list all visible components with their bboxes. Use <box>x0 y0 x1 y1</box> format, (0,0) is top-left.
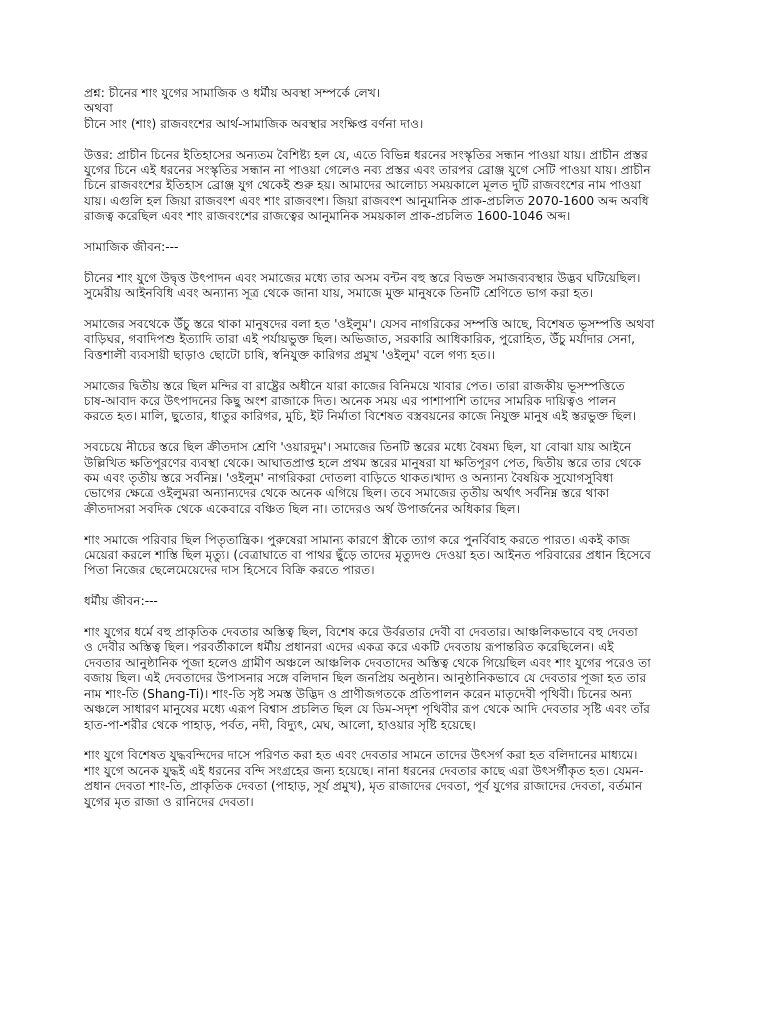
paragraph-line: সমাজের সবথেকে উঁচু স্তরে থাকা মানুষদের বলা হত 'ওইলুম'। যেসব নাগরিকের সম্পত্তি আছে, বিশেষত ভূসম্পত্তি অথবা <box>84 317 655 332</box>
paragraph-line: যুগের মৃত রাজা ও রানিদের দেবতা। <box>84 794 254 809</box>
question-or: অথবা <box>84 101 113 116</box>
religious-paragraph-2 <box>84 748 696 810</box>
answer-paragraph <box>84 148 696 225</box>
paragraph-line: বিত্তশালী ব্যবসায়ী ছাড়াও ছোটো চাষি, স্বনিযুক্ত কারিগর প্রমুখ 'ওইলুম' বলে গণ্য হত।। <box>84 347 496 362</box>
paragraph-line: চীনের শাং যুগে উদ্বৃত্ত উৎপাদন এবং সমাজের মধ্যে তার অসম বন্টন বহু স্তরে বিভক্ত সমাজব্যবস্থার উদ্ভব ঘটিয়েছিল। <box>84 270 641 285</box>
document-body <box>84 86 696 810</box>
paragraph-line: সুমেরীয় আইনবিধি এবং অন্যান্য সূত্র থেকে জানা যায়, সমাজে মুক্ত মানুষকে তিনটি শ্রেণিতে ভাগ করা হত। <box>84 286 594 301</box>
paragraph-line: শাং যুগে বিশেষত যুদ্ধবন্দিদের দাসে পরিণত করা হত এবং দেবতার সামনে তাদের উৎসর্গ করা হত বলিদানের মাধ্যমে। <box>84 748 638 763</box>
paragraph-line: করতে হত। মালি, ছুতোর, ধাতুর কারিগর, মুচি, ইট নির্মাতা বিশেষত বস্ত্রবয়নের কাজে নিযুক্ত মানুষ এই স্তরভুক্ত ছিল। <box>84 409 637 424</box>
religious-life-heading: ধর্মীয় জীবন:--- <box>84 594 158 609</box>
paragraph-line: পিতা নিজের ছেলেমেয়েদের দাস হিসেবে বিক্রি করতে পারত। <box>84 563 375 578</box>
social-paragraph-1 <box>84 271 696 302</box>
answer-line: যায়। এগুলি হল জিয়া রাজবংশ এবং শাং রাজবংশ। জিয়া রাজবংশ আনুমানিক প্রাক-প্রচলিত 2070-1600 অব্দ অবধি <box>84 193 649 208</box>
question-line: চীনে সাং (শাং) রাজবংশের আর্থ-সামাজিক অবস্থার সংক্ষিপ্ত বর্ণনা দাও। <box>84 116 424 131</box>
paragraph-line: শাং যুগে অনেক যুদ্ধই এই ধরনের বন্দি সংগ্রহের জন্য হয়েছে। নানা ধরনের দেবতার কাছে এরা উৎসর্গীকৃত হত। যেমন- <box>84 763 644 778</box>
paragraph-line: বজায় ছিল। এই দেবতাদের উপাসনার সঙ্গে বলিদান ছিল জনপ্রিয় অনুষ্ঠান। আনুষ্ঠানিকভাবে যে দেবতার পূজা হত তার <box>84 671 647 686</box>
paragraph-line: অঞ্চলে সাধারণ মানুষের মধ্যে এরূপ বিশ্বাস প্রচলিত ছিল যে ডিম-সদৃশ পৃথিবীর রূপ থেকে আদি দেবতার সৃষ্টি এবং তাঁর <box>84 702 650 717</box>
paragraph-line: সবচেয়ে নীচের স্তরে ছিল ক্রীতদাস শ্রেণি 'ওয়ারদুম'। সমাজের তিনটি স্তরের মধ্যে বৈষম্য ছিল, যা বোঝা যায় আইনে <box>84 440 632 455</box>
answer-line: উত্তর: প্রাচীন চিনের ইতিহাসের অন্যতম বৈশিষ্ট্য হল যে, এতে বিভিন্ন ধরনের সংস্কৃতির সন্ধান পাওয়া যায়। প্রাচীন প্রস্তর <box>84 147 648 162</box>
answer-line: যুগের চিনে এই ধরনের সংস্কৃতির সন্ধান না পাওয়া গেলেও নব্য প্রস্তর এবং তারপর ব্রোঞ্জ যুগে সেটি পাওয়া যায়। প্রাচীন <box>84 163 651 178</box>
paragraph-line: ক্রীতদাসরা সবদিক থেকে একেবারে বঞ্চিত ছিল না। তাদেরও অর্থ উপার্জনের অধিকার ছিল। <box>84 501 521 516</box>
paragraph-line: বাড়িঘর, গবাদিপশু ইত্যাদি তারা এই পর্যায়ভুক্ত ছিল। অভিজাত, সরকারি আধিকারিক, পুরোহিত, উঁচু মর্যাদার সেনা, <box>84 332 635 347</box>
social-paragraph-4 <box>84 440 696 517</box>
question-line: প্রশ্ন: চীনের শাং যুগের সামাজিক ও ধর্মীয় অবস্থা সম্পর্কে লেখ। <box>84 86 381 100</box>
paragraph-line: চাষ-আবাদ করে উৎপাদনের কিছু অংশ রাজাকে দিত। অনেক সময় এর পাশাপাশি তাদের সামরিক দায়িত্বও পালন <box>84 394 616 409</box>
paragraph-line: শাং সমাজে পরিবার ছিল পিতৃতান্ত্রিক। পুরুষেরা সামান্য কারণে স্ত্রীকে ত্যাগ করে পুনর্বিবাহ করতে পারত। একই কাজ <box>84 532 630 547</box>
paragraph-line: কম এবং তৃতীয় স্তরে সর্বনিম্ন। 'ওইলুম' নাগরিকরা দোতলা বাড়িতে থাকত।খাদ্য ও অন্যান্য বৈষয়িক সুযোগসুবিধা <box>84 471 614 486</box>
paragraph-line: নাম শাং-তি (Shang-Ti)। শাং-তি সৃষ্ট সমস্ত উদ্ভিদ ও প্রাণীজগতকে প্রতিপালন করেন মাতৃদেবী পৃথিবী। চিনের অন্য <box>84 686 632 701</box>
paragraph-line: সমাজের দ্বিতীয় স্তরে ছিল মন্দির বা রাষ্ট্রের অধীনে যারা কাজের বিনিময়ে খাবার পেত। তারা রাজকীয় ভূসম্পত্তিতে <box>84 378 625 393</box>
social-paragraph-3 <box>84 379 696 425</box>
question-block <box>84 86 696 132</box>
social-paragraph-5 <box>84 533 696 579</box>
paragraph-line: ভোগের ক্ষেত্রে ওইলুমরা অন্যান্যদের থেকে অনেক এগিয়ে ছিল। তবে সমাজের তৃতীয় অর্থাৎ সর্বনিম্ন স্তরে থাকা <box>84 486 610 501</box>
answer-line: রাজত্ব করেছিল এবং শাং রাজবংশের রাজত্বের আনুমানিক সময়কাল প্রাক-প্রচলিত 1600-1046 অব্দ। <box>84 209 571 224</box>
answer-line: চিনে রাজবংশের ইতিহাস ব্রোঞ্জ যুগ থেকেই শুরু হয়। আমাদের আলোচ্য সময়কালে মূলত দুটি রাজবংশের নাম পাওয়া <box>84 178 642 193</box>
paragraph-line: দেবতার আনুষ্ঠানিক পূজা হলেও গ্রামীণ অঞ্চলে আঞ্চলিক দেবতাদের অস্তিত্ব থেকে গিয়েছিল এবং শাং যুগের পরেও তা <box>84 655 651 670</box>
paragraph-line: মেয়েরা করলে শাস্তি ছিল মৃত্যু। (বেত্রাঘাতে বা পাথর ছুঁড়ে তাদের মৃত্যুদণ্ড দেওয়া হত। আইনত পরিবারের প্রধান হিসেবে <box>84 548 651 563</box>
social-life-heading: সামাজিক জীবন:--- <box>84 240 179 255</box>
social-paragraph-2 <box>84 317 696 363</box>
paragraph-line: হাত-পা-শরীর থেকে পাহাড়, পর্বত, নদী, বিদ্যুৎ, মেঘ, আলো, হাওয়ার সৃষ্টি হয়েছে। <box>84 717 476 732</box>
paragraph-line: প্রধান দেবতা শাং-তি, প্রাকৃতিক দেবতা (পাহাড়, সূর্য প্রমুখ), মৃত রাজাদের দেবতা, পূর্ব যুগের রাজাদের দেবতা, বর্তমান <box>84 779 643 794</box>
paragraph-line: ও দেবীর অস্তিত্ব ছিল। পরবর্তীকালে ধর্মীয় প্রধানরা এদের একত্র করে একটি দেবতায় রূপান্তরিত করেছিলেন। এই <box>84 640 614 655</box>
religious-paragraph-1 <box>84 625 696 733</box>
paragraph-line: শাং যুগের ধর্মে বহু প্রাকৃতিক দেবতার অস্তিত্ব ছিল, বিশেষ করে উর্বরতার দেবী বা দেবতার। আঞ্চলিকভাবে বহু দেবতা <box>84 625 638 640</box>
paragraph-line: উল্লিখিত ক্ষতিপূরণের ব্যবস্থা থেকে। আঘাতপ্রাপ্ত হলে প্রথম স্তরের মানুষরা যা ক্ষতিপূরণ পেত, দ্বিতীয় স্তরে তার থেকে <box>84 455 642 470</box>
